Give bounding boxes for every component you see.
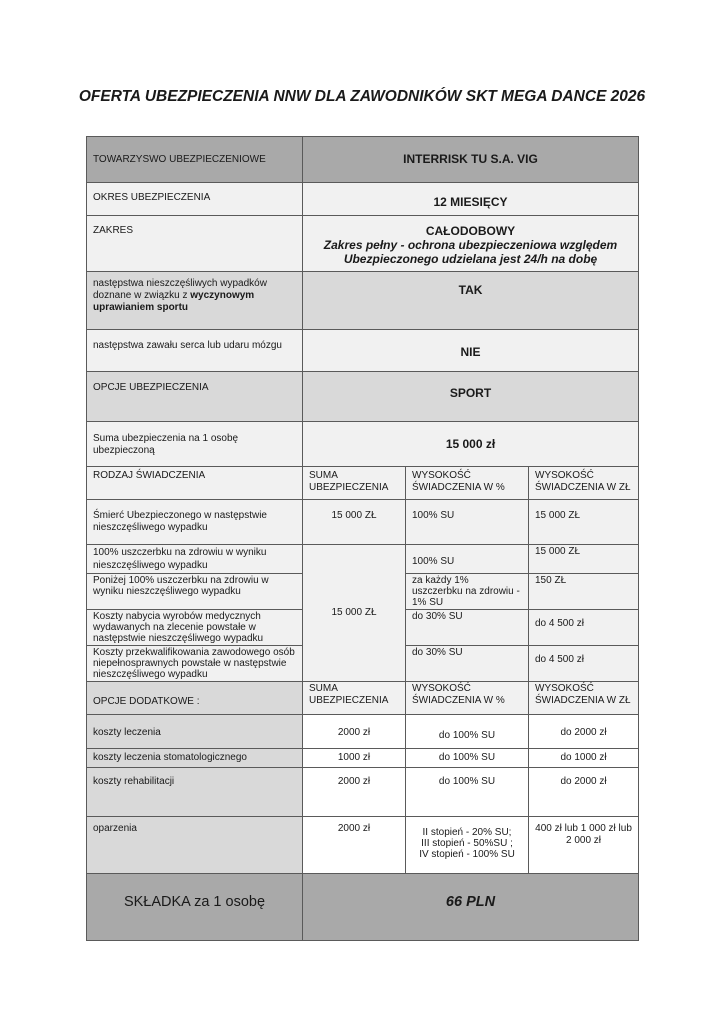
benefits-header-percent: WYSOKOŚĆ ŚWIADCZENIA W % [406,467,529,500]
additional-name: oparzenia [87,817,303,874]
benefit-type: Poniżej 100% uszczerbku na zdrowiu w wyniku nieszczęśliwego wypadku [87,574,303,610]
benefit-percent: do 30% SU [406,610,529,646]
additional-sum: 2000 zł [303,768,406,817]
additional-name: koszty leczenia stomatologicznego [87,749,303,768]
row-sport-accidents [87,272,639,330]
row-options [87,372,639,422]
insurer-label: TOWARZYSWO UBEZPIECZENIOWE [87,137,303,183]
benefit-amount: do 4 500 zł [529,610,639,646]
benefit-row [87,545,639,574]
burns-degree-2: II stopień - 20% SU; [422,827,512,838]
row-sum-insured [87,422,639,467]
benefit-type: Śmierć Ubezpieczonego w następstwie nieszczęśliwego wypadku [87,500,303,545]
benefit-amount: do 4 500 zł [529,646,639,682]
scope-value: CAŁODOBOWY [425,224,516,238]
scope-note-line1: Zakres pełny - ochrona ubezpieczeniowa względem [323,238,618,252]
benefits-header-amount: WYSOKOŚĆ ŚWIADCZENIA W ZŁ [529,467,639,500]
sport-accidents-label-text: następstwa nieszczęśliwych wypadków doznane w związku z [93,278,267,301]
additional-amount: do 2000 zł [529,715,639,749]
row-insurer [87,137,639,183]
burns-degree-4: IV stopień - 100% SU [419,849,515,860]
additional-name: koszty rehabilitacji [87,768,303,817]
benefit-shared-sum: 15 000 ZŁ [303,545,406,682]
heart-stroke-value: NIE [303,330,639,372]
additional-percent: do 100% SU [406,749,529,768]
heart-stroke-label: następstwa zawału serca lub udaru mózgu [87,330,303,372]
benefit-sum: 15 000 ZŁ [303,500,406,545]
scope-label: ZAKRES [87,216,303,272]
burns-degree-3: III stopień - 50%SU ; [421,838,513,849]
document-title: OFERTA UBEZPIECZENIA NNW DLA ZAWODNIKÓW SKT MEGA DANCE 2026 [78,88,646,105]
additional-row [87,749,639,768]
additional-amount: do 2000 zł [529,768,639,817]
benefit-amount: 15 000 ZŁ [529,500,639,545]
additional-header-name: OPCJE DODATKOWE : [87,682,303,715]
benefit-type [87,545,303,574]
benefits-header-row [87,467,639,500]
additional-header-sum: SUMA UBEZPIECZENIA [303,682,406,715]
additional-header-amount: WYSOKOŚĆ ŚWIADCZENIA W ZŁ [529,682,639,715]
additional-header-percent: WYSOKOŚĆ ŚWIADCZENIA W % [406,682,529,715]
additional-sum: 2000 zł [303,817,406,874]
benefit-type: Koszty nabycia wyrobów medycznych wydawanych na zlecenie powstałe w następstwie nieszczęśliwego wypadku [87,610,303,646]
scope-value-cell [303,216,639,272]
benefit-percent: 100% SU [406,500,529,545]
sport-accidents-label [87,272,303,330]
benefit-percent: 100% SU [406,545,529,574]
additional-row [87,715,639,749]
additional-sum: 1000 zł [303,749,406,768]
benefits-header-sum: SUMA UBEZPIECZENIA [303,467,406,500]
additional-name: koszty leczenia [87,715,303,749]
premium-label: SKŁADKA za 1 osobę [87,874,303,941]
insurer-value: INTERRISK TU S.A. VIG [303,137,639,183]
additional-percent [406,817,529,874]
premium-value: 66 PLN [303,874,639,941]
additional-percent: do 100% SU [406,768,529,817]
sport-accidents-label-bold: wyczynowym uprawianiem sportu [93,290,255,313]
additional-header-row [87,682,639,715]
benefit-percent: za każdy 1% uszczerbku na zdrowiu - 1% SU [406,574,529,610]
sport-accidents-value: TAK [303,272,639,330]
row-scope [87,216,639,272]
options-value: SPORT [303,372,639,422]
additional-sum: 2000 zł [303,715,406,749]
benefit-type-line1: 100% uszczerbku na zdrowiu w wyniku [93,547,267,558]
additional-percent: do 100% SU [406,715,529,749]
row-period [87,183,639,216]
insurance-offer-table [86,136,639,941]
scope-note-line2: Ubezpieczonego udzielana jest 24/h na dobę [343,252,598,266]
sum-insured-value: 15 000 zł [303,422,639,467]
row-heart-stroke [87,330,639,372]
benefit-amount: 15 000 ZŁ [529,545,639,574]
premium-row [87,874,639,941]
options-label: OPCJE UBEZPIECZENIA [87,372,303,422]
burns-amount-line2: 2 000 zł [566,835,602,846]
benefit-type-line2: nieszczęśliwego wypadku [93,560,208,571]
period-label: OKRES UBEZPIECZENIA [87,183,303,216]
additional-row [87,768,639,817]
additional-row-burns [87,817,639,874]
benefit-row-death [87,500,639,545]
benefit-type: Koszty przekwalifikowania zawodowego osób niepełnosprawnych powstałe w następstwie nieszczęśliwego wypadku [87,646,303,682]
benefit-percent: do 30% SU [406,646,529,682]
additional-amount: do 1000 zł [529,749,639,768]
period-value: 12 MIESIĘCY [303,183,639,216]
additional-amount [529,817,639,874]
benefit-amount: 150 ZŁ [529,574,639,610]
burns-amount-line1: 400 zł lub 1 000 zł lub [535,823,632,834]
benefits-header-type: RODZAJ ŚWIADCZENIA [87,467,303,500]
sum-insured-label: Suma ubezpieczenia na 1 osobę ubezpieczoną [87,422,303,467]
